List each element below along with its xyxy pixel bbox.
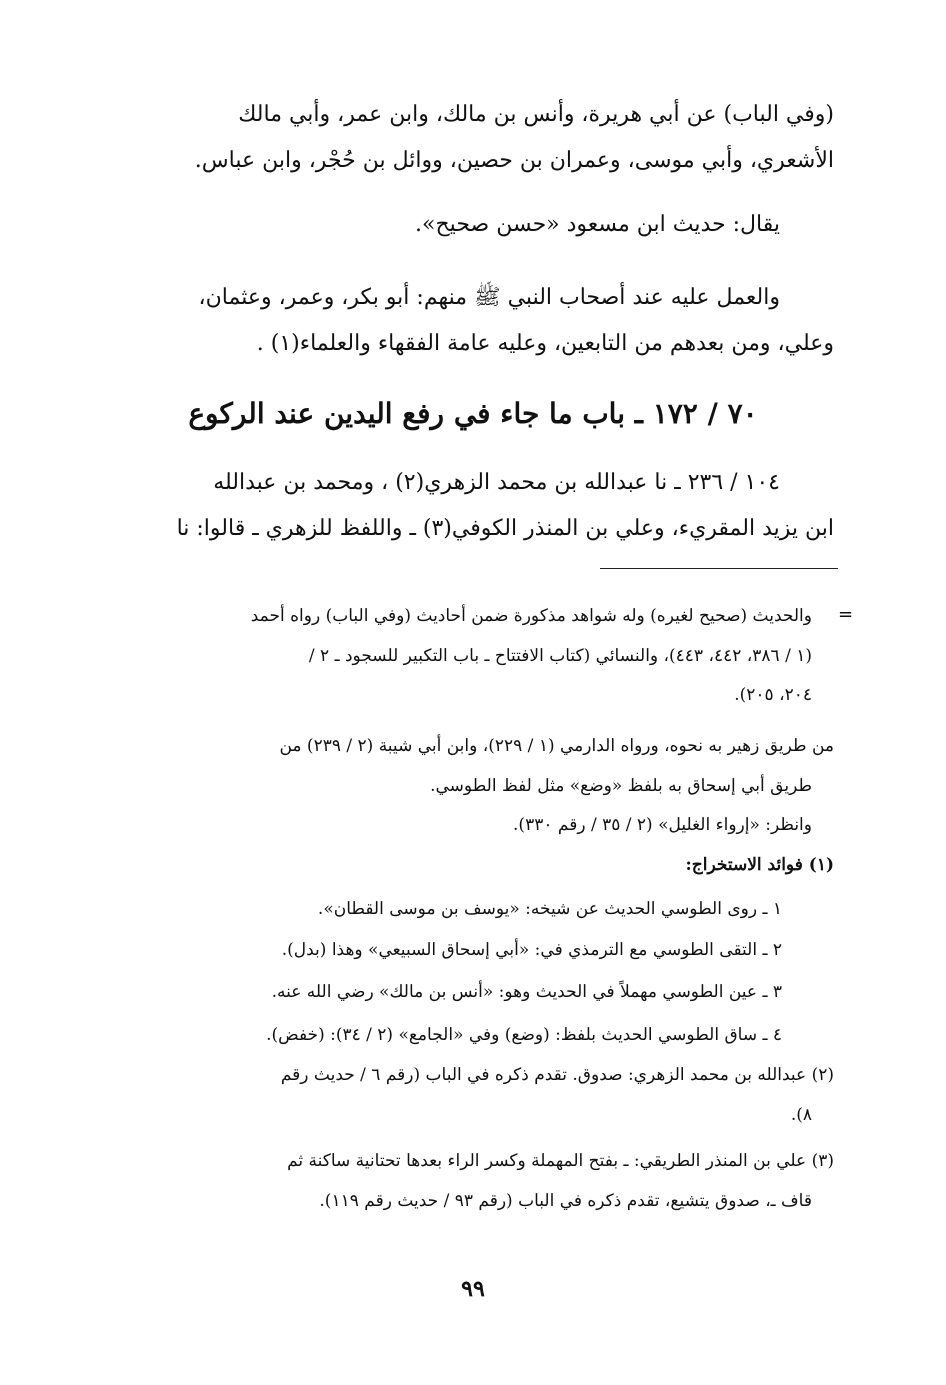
footnote-line-10: ٤ ـ ساق الطوسي الحديث بلفظ: (وضع) وفي «الجامع» (٢ / ٣٤): (خفض). [266,1025,782,1045]
hadith-line-1: ١٠٤ / ٢٣٦ ـ نا عبدالله بن محمد الزهري(٢) ، ومحمد بن عبدالله [213,470,780,495]
body-line-1: (وفي الباب) عن أبي هريرة، وأنس بن مالك، وابن عمر، وأبي مالك [238,102,834,127]
footnote-line-7: ١ ـ روى الطوسي الحديث عن شيخه: «يوسف بن موسى القطان». [317,899,782,919]
hadith-line-2: ابن يزيد المقريء، وعلي بن المنذر الكوفي(٣) ـ واللفظ للزهري ـ قالوا: نا [176,516,834,541]
page-number: ٩٩ [461,1276,485,1302]
body-line-3: يقال: حديث ابن مسعود «حسن صحيح». [415,212,780,237]
footnote-line-2: (١ / ٣٨٦، ٤٤٢، ٤٤٣)، والنسائي (كتاب الافتتاح ـ باب التكبير للسجود ـ ٢ / [308,646,812,666]
body-line-4: والعمل عليه عند أصحاب النبي ﷺ منهم: أبو بكر، وعمر، وعثمان، [198,285,780,310]
footnote-line-3: ٢٠٤، ٢٠٥). [734,685,812,705]
footnote-heading-1: (١) فوائد الاستخراج: [685,855,834,875]
footnote-line-14: قاف ـ، صدوق يتشيع، تقدم ذكره في الباب (رقم ٩٣ / حديث رقم ١١٩). [319,1191,812,1211]
footnote-line-4: من طريق زهير به نحوه، ورواه الدارمي (١ / ٢٢٩)، وابن أبي شيبة (٢ / ٢٣٩) من [279,736,834,756]
footnote-line-11: (٢) عبدالله بن محمد الزهري: صدوق. تقدم ذكره في الباب (رقم ٦ / حديث رقم [280,1065,834,1085]
footnote-continuation-mark: = [838,604,854,625]
footnote-line-6: وانظر: «إرواء الغليل» (٢ / ٣٥ / رقم ٣٣٠). [513,815,812,835]
footnote-line-9: ٣ ـ عين الطوسي مهملاً في الحديث وهو: «أنس بن مالك» رضي الله عنه. [271,982,782,1002]
footnote-line-13: (٣) علي بن المنذر الطريقي: ـ بفتح المهملة وكسر الراء بعدها تحتانية ساكنة ثم [287,1151,834,1171]
footnote-line-8: ٢ ـ التقى الطوسي مع الترمذي في: «أبي إسحاق السبيعي» وهذا (بدل). [281,940,782,960]
body-line-5: وعلي، ومن بعدهم من التابعين، وعليه عامة الفقهاء والعلماء(١) . [256,331,834,356]
footnote-line-5: طريق أبي إسحاق به بلفظ «وضع» مثل لفظ الطوسي. [430,776,812,796]
footnote-line-1: والحديث (صحيح لغيره) وله شواهد مذكورة ضمن أحاديث (وفي الباب) رواه أحمد [250,606,812,626]
footnote-line-12: ٨). [790,1105,812,1125]
chapter-heading: ٧٠ / ١٧٢ ـ باب ما جاء في رفع اليدين عند الركوع [188,397,758,430]
footnote-separator [600,568,838,569]
body-line-2: الأشعري، وأبي موسى، وعمران بن حصين، ووائل بن حُجْر، وابن عباس. [194,148,834,173]
